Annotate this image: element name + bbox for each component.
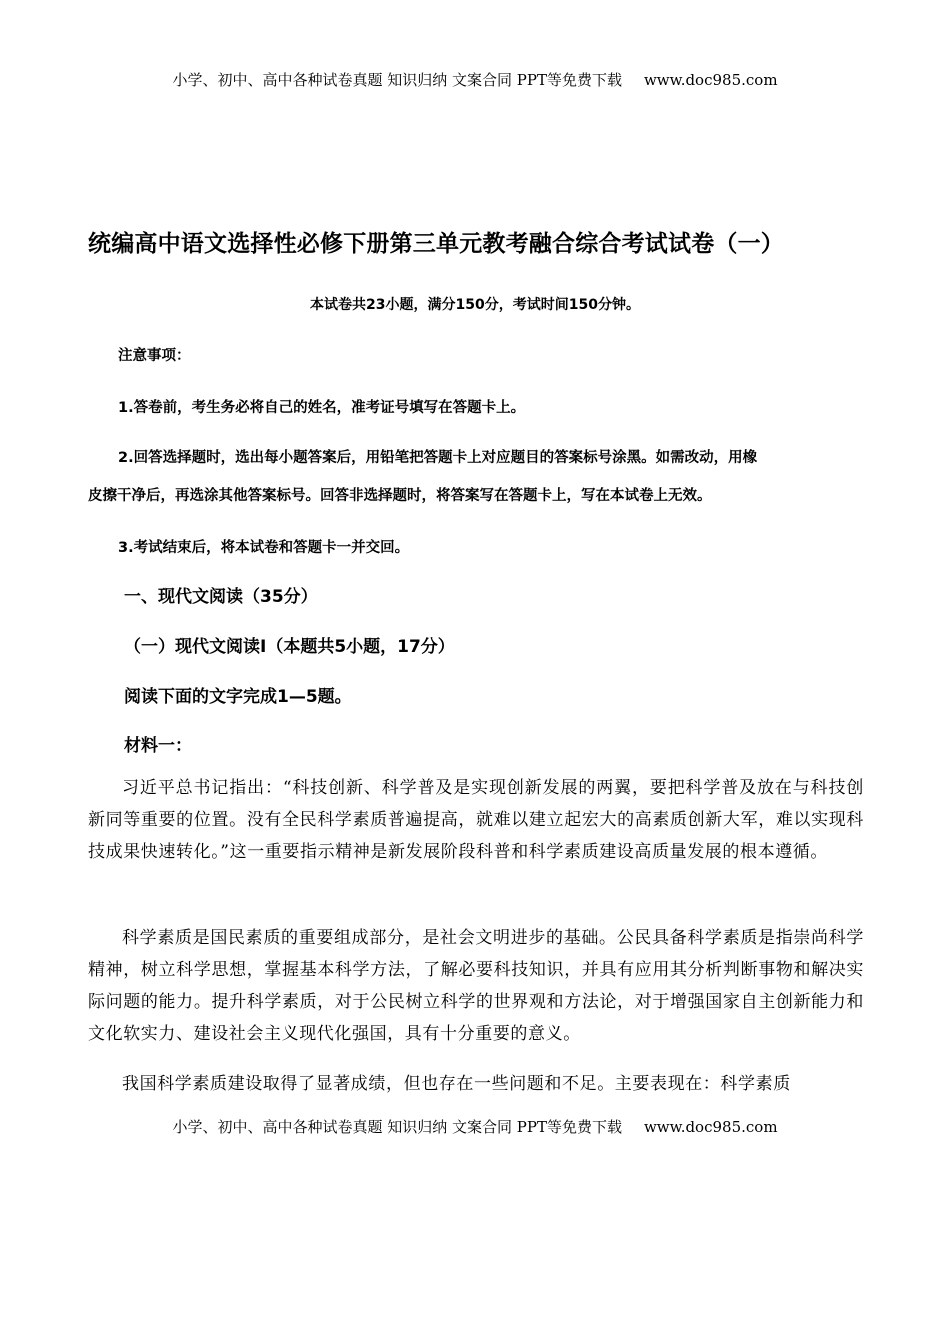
paragraph-1: 习近平总书记指出：“科技创新、科学普及是实现创新发展的两翼，要把科学普及放在与科技创新同等重要的位置。没有全民科学素质普遍提高，就难以建立起宏大的高素质创新大军，难以实现科技成果快速转化。”这一重要指示精神是新发展阶段科普和科学素质建设高质量发展的根本遵循。 xyxy=(88,778,864,862)
section-heading-part1: 一、现代文阅读（35分） xyxy=(124,587,318,607)
paragraph-3: 我国科学素质建设取得了显著成绩，但也存在一些问题和不足。主要表现在：科学素质 xyxy=(122,1074,791,1094)
paragraph-2: 科学素质是国民素质的重要组成部分，是社会文明进步的基础。公民具备科学素质是指崇尚科学精神，树立科学思想，掌握基本科学方法，了解必要科技知识，并具有应用其分析判断事物和解决实际问题的能力。提升科学素质，对于公民树立科学的世界观和方法论，对于增强国家自主创新能力和文化软实力、建设社会主义现代化强国，具有十分重要的意义。 xyxy=(88,928,864,1044)
page-header xyxy=(0,69,950,90)
exam-subtitle: 本试卷共23小题，满分150分，考试时间150分钟。 xyxy=(310,297,640,313)
footer-text: 小学、初中、高中各种试卷真题 知识归纳 文案合同 PPT等免费下载 xyxy=(172,1118,622,1136)
notice-item-1: 1.答卷前，考生务必将自己的姓名，准考证号填写在答题卡上。 xyxy=(118,400,526,416)
header-text: 小学、初中、高中各种试卷真题 知识归纳 文案合同 PPT等免费下载 xyxy=(172,71,622,89)
exam-title: 统编高中语文选择性必修下册第三单元教考融合综合考试试卷（一） xyxy=(88,231,784,257)
notice-item-3: 3.考试结束后，将本试卷和答题卡一并交回。 xyxy=(118,540,410,556)
notice-item-2-line-1: 2.回答选择题时，选出每小题答案后，用铅笔把答题卡上对应题目的答案标号涂黑。如需改动，用橡 xyxy=(118,450,758,466)
notice-item-2-line-2: 皮擦干净后，再选涂其他答案标号。回答非选择题时，将答案写在答题卡上，写在本试卷上无效。 xyxy=(88,488,712,504)
footer-url[interactable]: www.doc985.com xyxy=(643,1118,778,1136)
page-footer xyxy=(0,1116,950,1137)
notice-heading: 注意事项： xyxy=(118,348,191,364)
header-url[interactable]: www.doc985.com xyxy=(643,71,778,89)
section-heading-sub1: （一）现代文阅读Ⅰ（本题共5小题，17分） xyxy=(124,637,455,657)
material-label: 材料一： xyxy=(124,736,192,756)
reading-instruction: 阅读下面的文字完成1—5题。 xyxy=(124,687,352,707)
